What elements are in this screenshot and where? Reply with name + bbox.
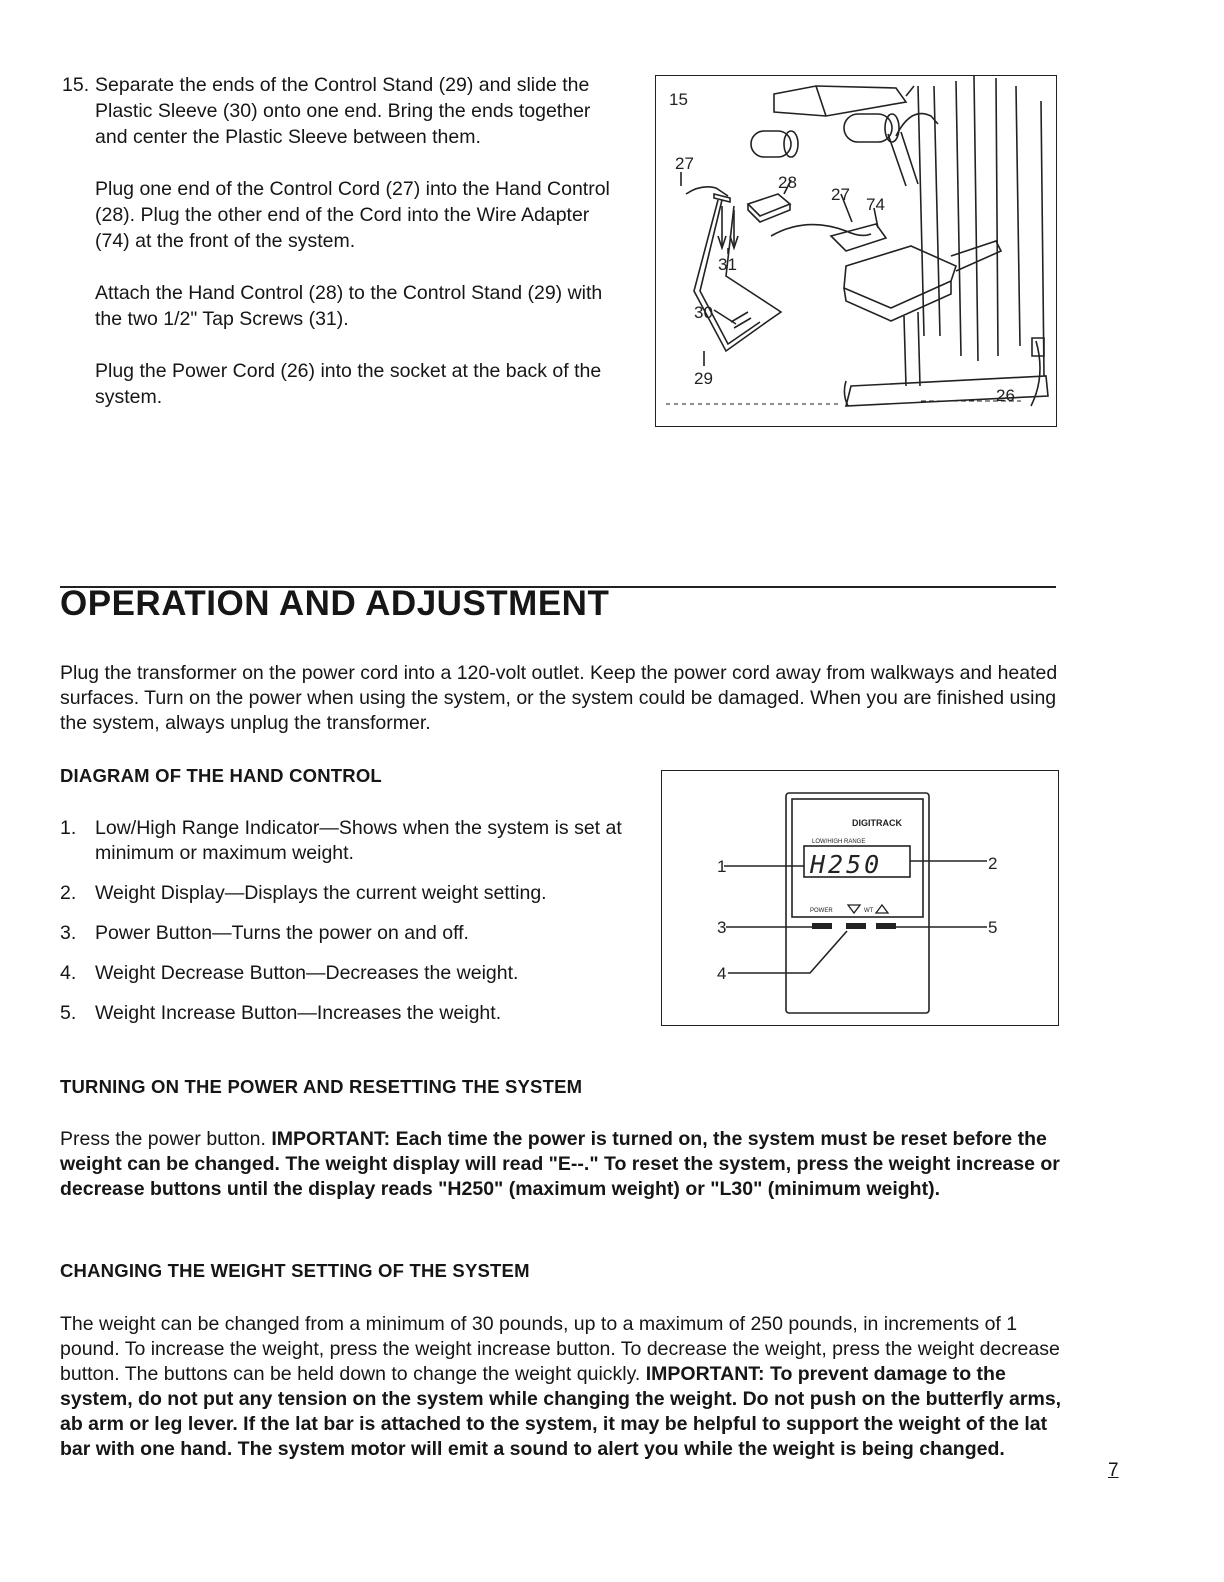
callout-3: 3: [717, 918, 727, 937]
step-number: 15.: [62, 74, 90, 96]
weight-heading: CHANGING THE WEIGHT SETTING OF THE SYSTEM: [60, 1260, 530, 1281]
power-paragraph: Press the power button. IMPORTANT: Each time the power is turned on, the system must be reset before the weight can be changed. The weight display will read "E--." To reset the system, press the weight increase or decrease buttons until the display reads "H250" (maximum weight) or "L30" (minimum weight).: [60, 1128, 1060, 1200]
step-paragraph: Attach the Hand Control (28) to the Control Stand (29) with the two 1/2" Tap Screws (31).: [95, 282, 603, 330]
list-item: 2. Weight Display—Displays the current weight setting.: [60, 882, 547, 904]
list-item: 5. Weight Increase Button—Increases the weight.: [60, 1002, 502, 1024]
callout-2: 2: [988, 854, 998, 873]
callout-5: 5: [988, 918, 998, 937]
page-number: 7: [1108, 1460, 1119, 1481]
step-paragraph: 15. Separate the ends of the Control Stand (29) and slide the Plastic Sleeve (30) onto one end. Bring the ends together and center the Plastic Sleeve between them.: [62, 74, 591, 148]
machine-illustration: [656, 76, 1056, 426]
hand-control-list: [60, 816, 640, 1041]
callout-28: 28: [778, 173, 797, 192]
callout-31: 31: [718, 255, 737, 274]
svg-text:WT: WT: [864, 908, 874, 914]
hand-control-figure: [661, 770, 1059, 1026]
section-title: OPERATION AND ADJUSTMENT: [60, 584, 610, 623]
power-heading: TURNING ON THE POWER AND RESETTING THE SYSTEM: [60, 1076, 583, 1097]
list-item: 4. Weight Decrease Button—Decreases the weight.: [60, 962, 519, 984]
increase-arrow-icon: [876, 905, 888, 913]
assembly-step-15: [62, 72, 622, 436]
callout-29: 29: [694, 369, 713, 388]
hand-control-illustration: [662, 771, 1058, 1025]
power-button: [812, 923, 832, 929]
callout-4: 4: [717, 964, 727, 983]
callout-74: 74: [866, 195, 885, 214]
callout-30: 30: [694, 303, 713, 322]
step-paragraph: Plug one end of the Control Cord (27) into the Hand Control (28). Plug the other end of the Cord into the Wire Adapter (74) at the front of the system.: [95, 178, 610, 252]
weight-paragraph: The weight can be changed from a minimum of 30 pounds, up to a maximum of 250 pounds, in increments of 1 pound. To increase the weight, press the weight increase button. To decrease the weight, press the weight decrease button. The buttons can be held down to change the weight quickly. IMPORTANT: To prevent damage to the system, do not put any tension on the system while changing the weight. Do not push on the butterfly arms, ab arm or leg lever. If the lat bar is attached to the system, it may be helpful to support the weight of the lat bar with one hand. The system motor will emit a sound to alert you while the weight is being changed.: [60, 1313, 1062, 1460]
svg-text:POWER: POWER: [810, 908, 833, 914]
list-item: 1. Low/High Range Indicator—Shows when the system is set at minimum or maximum weight.: [60, 817, 622, 864]
hand-control-heading: DIAGRAM OF THE HAND CONTROL: [60, 765, 382, 786]
weight-display-value: H250: [810, 850, 883, 879]
callout-27: 27: [675, 154, 694, 173]
callout-1: 1: [717, 857, 727, 876]
svg-text:LOW/HIGH RANGE: LOW/HIGH RANGE: [812, 839, 866, 845]
callout-26: 26: [996, 386, 1015, 405]
intro-paragraph: Plug the transformer on the power cord into a 120-volt outlet. Keep the power cord away from walkways and heated surfaces. Turn on the power when using the system, or the system could be damaged. When you are finished using the system, always unplug the transformer.: [60, 662, 1058, 734]
weight-increase-button: [876, 923, 896, 929]
callout-27: 27: [831, 185, 850, 204]
step-paragraph: Plug the Power Cord (26) into the socket at the back of the system.: [95, 360, 602, 408]
list-item: 3. Power Button—Turns the power on and off.: [60, 922, 469, 944]
weight-decrease-button: [846, 923, 866, 929]
assembly-figure-15: [655, 75, 1057, 427]
decrease-arrow-icon: [848, 905, 860, 913]
figure-step-label: 15: [669, 90, 688, 109]
svg-text:DIGITRACK: DIGITRACK: [852, 818, 902, 828]
